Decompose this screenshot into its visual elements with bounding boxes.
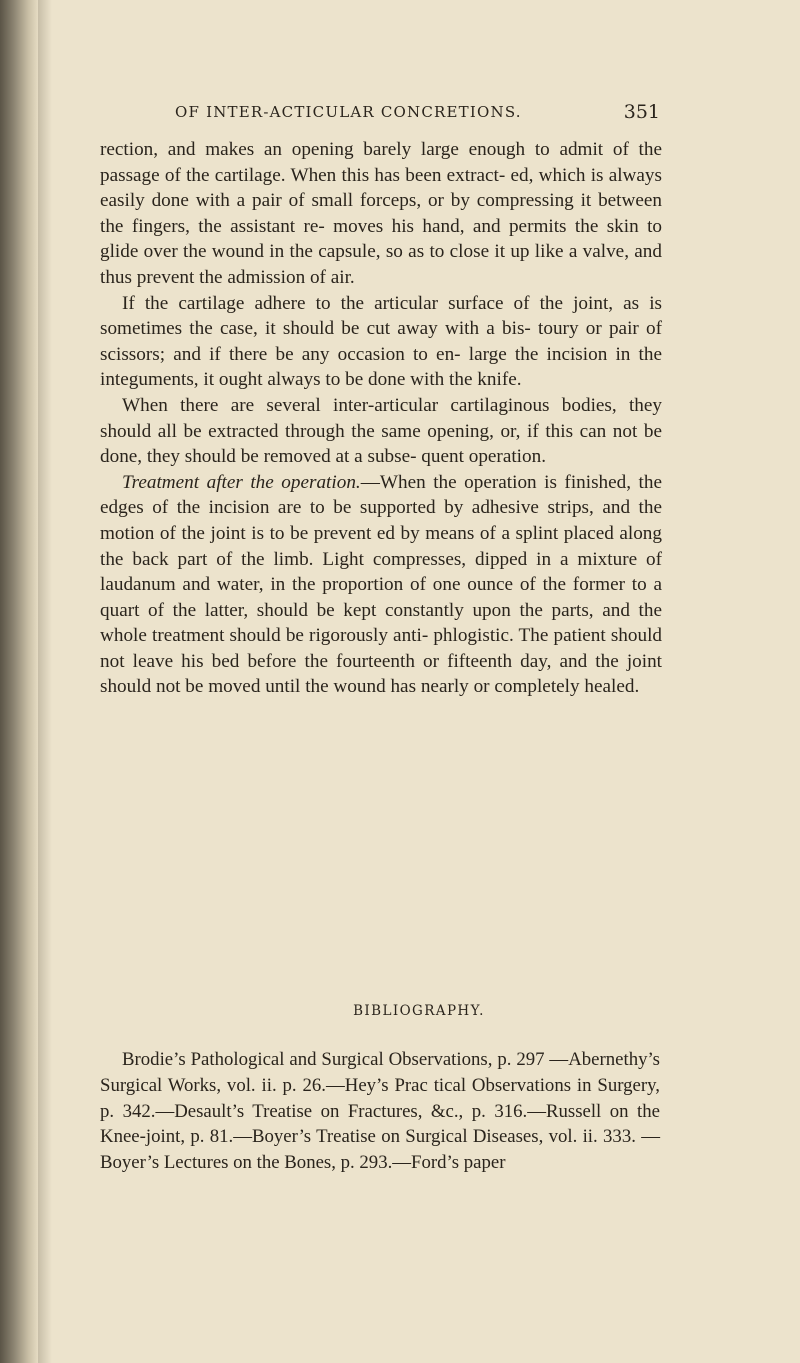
paragraph-4-text: —When the operation is finished, the edges of the incision are to be supported by adhesive strips, and the motion of the joint is to be prevent ed by means of a splint placed along the back part of the limb. Light compresses, dipped in a mixture of laudanum and water, in the proportion of one ounce of the former to a quart of the latter, should be kept constantly upon the parts, and the whole treatment should be rigorously anti- phlogistic. The patient should not leave his bed before the fourteenth or fifteenth day, and the joint should not be moved until the wound has nearly or completely healed. xyxy=(100,471,662,698)
bibliography xyxy=(100,1047,660,1176)
paragraph-3: When there are several inter-articular cartilaginous bodies, they should all be extracted through the same opening, or, if this can not be done, they should be removed at a subse- quent operation. xyxy=(100,394,662,468)
book-gutter xyxy=(0,0,38,1363)
paragraph-2: If the cartilage adhere to the articular surface of the joint, as is sometimes the case, it should be cut away with a bis- toury or pair of scissors; and if there be any occasion to en- large the incision in the integuments, it ought always to be done with the knife. xyxy=(100,292,662,391)
page-header xyxy=(175,103,660,127)
paragraph-1: rection, and makes an opening barely large enough to admit of the passage of the cartilage. When this has been extract- ed, which is always easily done with a pair of small forceps, or by compressing it between the fingers, the assistant re- moves his hand, and permits the skin to glide over the wound in the capsule, so as to close it up like a valve, and thus prevent the admission of air. xyxy=(100,139,662,288)
bibliography-text: Brodie’s Pathological and Surgical Observations, p. 297 —Abernethy’s Surgical Works, vol. ii. p. 26.—Hey’s Prac tical Observations in Surgery, p. 342.—Desault’s Treatise on Fractures, &c., p. 316.—Russell on the Knee-joint, p. 81.—Boyer’s Treatise on Surgical Diseases, vol. ii. 333. —Boyer’s Lectures on the Bones, p. 293.—Ford’s paper xyxy=(100,1049,660,1174)
section-title: Treatment after the operation. xyxy=(122,471,361,493)
page-number: 351 xyxy=(623,101,660,123)
page-shadow xyxy=(38,0,52,1363)
bibliography-heading: BIBLIOGRAPHY. xyxy=(353,1003,485,1019)
body-text xyxy=(100,137,662,700)
paragraph-4 xyxy=(100,470,662,700)
running-head: OF INTER-ACTICULAR CONCRETIONS. xyxy=(175,103,522,121)
